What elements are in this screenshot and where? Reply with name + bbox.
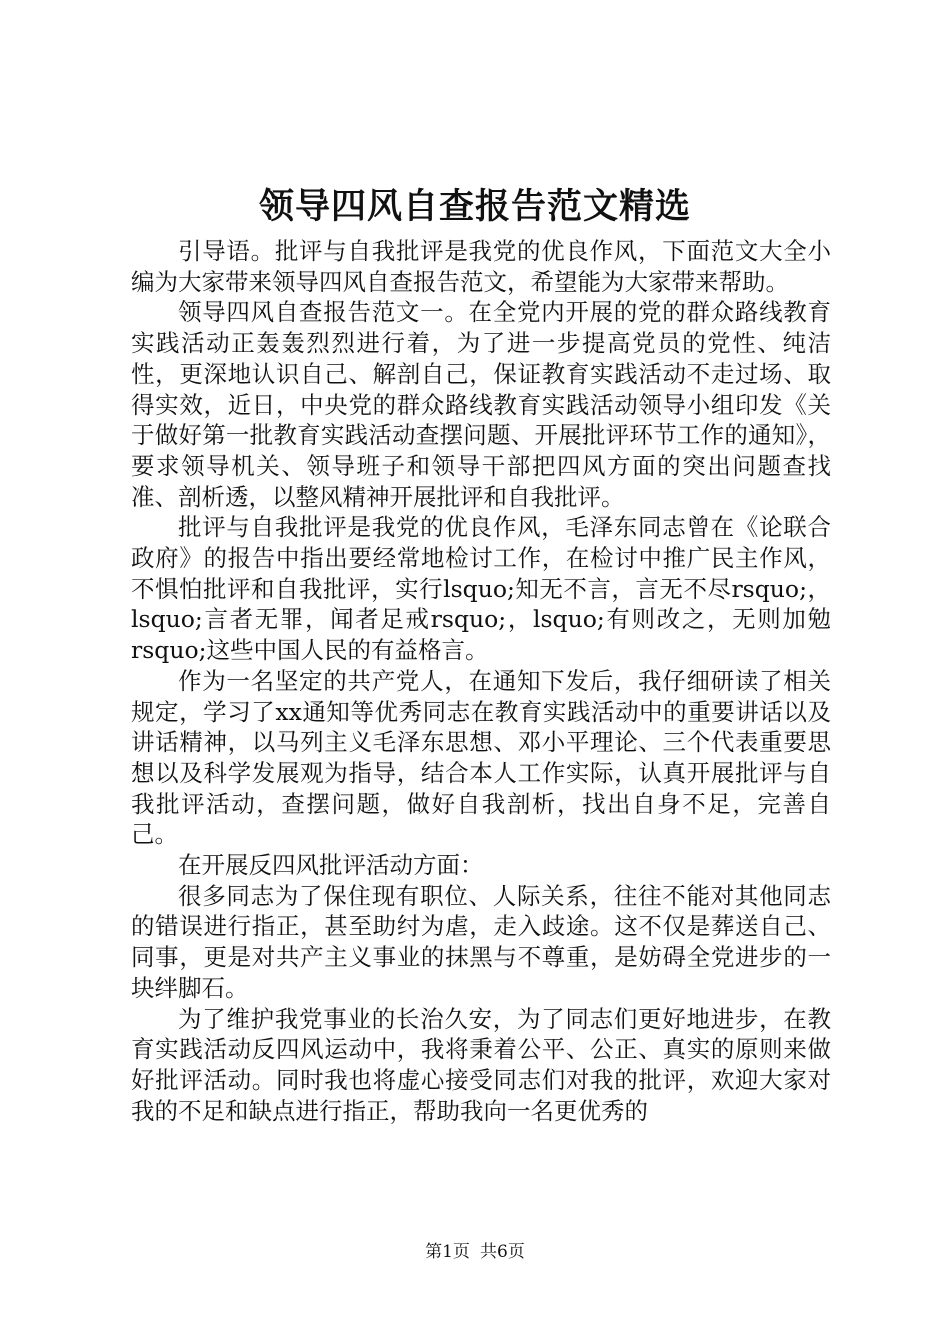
page-total: 共6页 (480, 1242, 525, 1262)
page-footer (0, 1240, 950, 1264)
paragraph: 作为一名坚定的共产党人，在通知下发后，我仔细研读了相关规定，学习了xx通知等优秀同志在教育实践活动中的重要讲话以及讲话精神，以马列主义毛泽东思想、邓小平理论、三个代表重要思想以及科学发展观为指导，结合本人工作实际，认真开展批评与自我批评活动，查摆问题，做好自我剖析，找出自身不足，完善自己。 (131, 666, 831, 849)
paragraph-intro: 引导语。批评与自我批评是我党的优良作风，下面范文大全小编为大家带来领导四风自查报告范文，希望能为大家带来帮助。 (131, 237, 831, 296)
paragraph: 为了维护我党事业的长治久安，为了同志们更好地进步，在教育实践活动反四风运动中，我将秉着公平、公正、真实的原则来做好批评活动。同时我也将虚心接受同志们对我的批评，欢迎大家对我的不足和缺点进行指正，帮助我向一名更优秀的 (131, 1004, 831, 1125)
paragraph-heading: 在开展反四风批评活动方面： (178, 851, 484, 880)
paragraph: 很多同志为了保住现有职位、人际关系，往往不能对其他同志的错误进行指正，甚至助纣为虐，走入歧途。这不仅是葬送自己、同事，更是对共产主义事业的抹黑与不尊重，是妨碍全党进步的一块绊脚石。 (131, 881, 831, 1002)
paragraph: 领导四风自查报告范文一。在全党内开展的党的群众路线教育实践活动正轰轰烈烈进行着，为了进一步提高党员的党性、纯洁性，更深地认识自己、解剖自己，保证教育实践活动不走过场、取得实效，近日，中央党的群众路线教育实践活动领导小组印发《关于做好第一批教育实践活动查摆问题、开展批评环节工作的通知》，要求领导机关、领导班子和领导干部把四风方面的突出问题查找准、剖析透，以整风精神开展批评和自我批评。 (131, 298, 831, 511)
document-title: 领导四风自查报告范文精选 (258, 186, 691, 227)
page-number: 第1页 (425, 1242, 470, 1262)
paragraph: 批评与自我批评是我党的优良作风，毛泽东同志曾在《论联合政府》的报告中指出要经常地检讨工作，在检讨中推广民主作风，不惧怕批评和自我批评，实行lsquo;知无不言，言无不尽rsquo;，lsquo;言者无罪，闻者足戒rsquo;，lsquo;有则改之，无则加勉rsquo;这些中国人民的有益格言。 (131, 513, 831, 665)
document-body (131, 236, 831, 1126)
